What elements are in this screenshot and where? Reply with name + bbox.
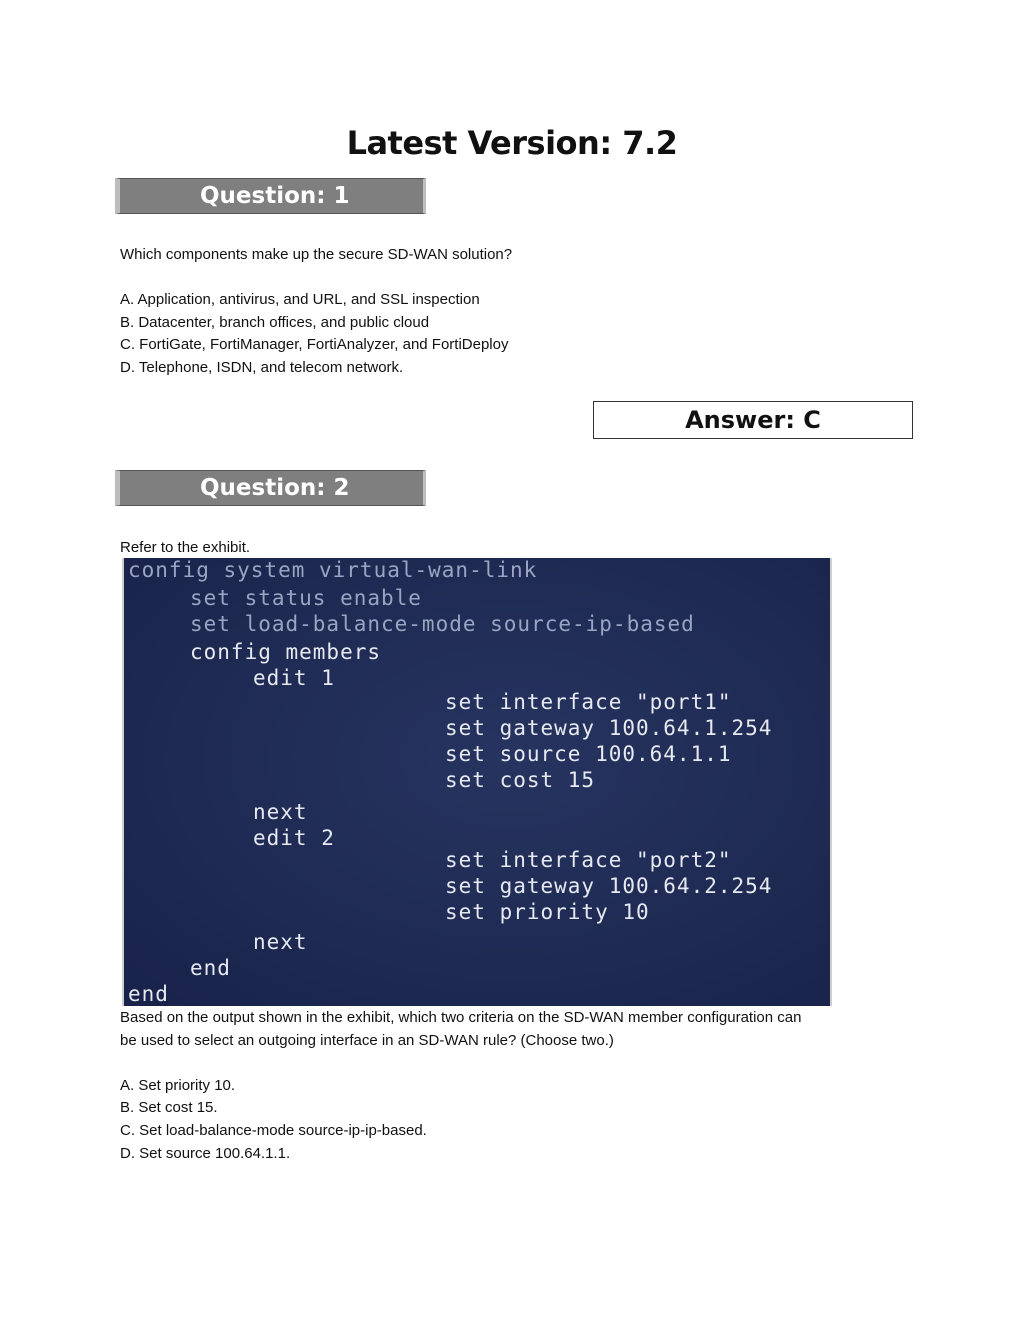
question-1-option-a: A. Application, antivirus, and URL, and SSL inspection [120, 291, 480, 309]
exhibit-line: next [253, 930, 308, 954]
question-1-option-d: D. Telephone, ISDN, and telecom network. [120, 358, 404, 376]
exhibit-line: config members [190, 640, 382, 664]
exhibit-line: next [253, 800, 308, 824]
exhibit-line: edit 2 [253, 826, 335, 850]
exhibit-line: end [128, 982, 169, 1006]
exhibit-line: set load-balance-mode source-ip-based [190, 612, 695, 636]
question-2-body [120, 1007, 801, 1165]
exhibit-line: end [190, 956, 231, 980]
question-1-option-c: C. FortiGate, FortiManager, FortiAnalyzer, and FortiDeploy [120, 336, 509, 354]
exhibit-line: config system virtual-wan-link [128, 558, 538, 582]
question-2-prompt-line-2: be used to select an outgoing interface in an SD-WAN rule? (Choose two.) [120, 1031, 614, 1049]
page-title: Latest Version: 7.2 [346, 124, 678, 162]
question-2-option-d: D. Set source 100.64.1.1. [120, 1144, 291, 1162]
question-2-option-c: C. Set load-balance-mode source-ip-ip-based. [120, 1121, 427, 1139]
question-1-option-b: B. Datacenter, branch offices, and public cloud [120, 313, 430, 331]
exhibit-line: set priority 10 [445, 900, 650, 924]
question-2-header: Question: 2 [115, 470, 426, 506]
exhibit-line: set interface "port1" [445, 690, 732, 714]
question-1-prompt: Which components make up the secure SD-WAN solution? [120, 246, 513, 263]
exhibit-screenshot [122, 558, 832, 1006]
question-1-body [120, 244, 512, 380]
question-2-option-b: B. Set cost 15. [120, 1099, 218, 1117]
question-2-intro: Refer to the exhibit. [120, 539, 251, 556]
exhibit-line: edit 1 [253, 666, 335, 690]
exhibit-line: set cost 15 [445, 768, 596, 792]
question-1-header: Question: 1 [115, 178, 426, 214]
answer-box: Answer: C [593, 401, 913, 439]
exhibit-line: set status enable [190, 586, 422, 610]
exhibit-line: set gateway 100.64.2.254 [445, 874, 773, 898]
question-2-option-a: A. Set priority 10. [120, 1076, 236, 1094]
question-2-prompt-line-1: Based on the output shown in the exhibit, which two criteria on the SD-WAN member configuration can [120, 1009, 802, 1026]
exhibit-line: set gateway 100.64.1.254 [445, 716, 773, 740]
exhibit-line: set interface "port2" [445, 848, 732, 872]
exhibit-line: set source 100.64.1.1 [445, 742, 732, 766]
